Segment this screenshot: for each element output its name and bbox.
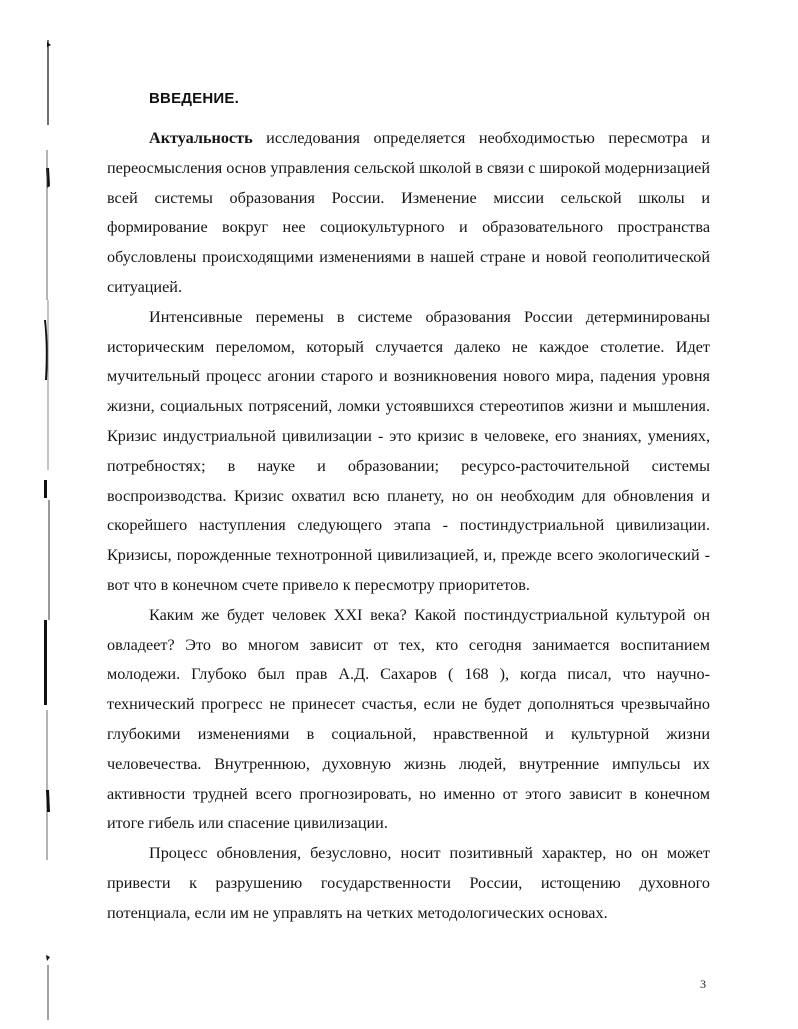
paragraph-4 (107, 839, 710, 928)
paragraph-2-text: Интенсивные перемены в системе образования России детерминированы историческим переломом, который случается далеко не каждое столетие. Идет мучительный процесс агонии старого и возникновения нового мира, падения уровня жизни, социальных потрясений, ломки устоявшихся стереотипов жизни и мышления. Кризис индустриальной цивилизации - это кризис в человеке, его знаниях, умениях, потребностях; в науке и образовании; ресурсо-расточительной системы воспроизводства. Кризис охватил всю планету, но он необходим для обновления и скорейшего наступления следующего этапа - постиндустриальной цивилизации. Кризисы, порожденные технотронной цивилизацией, и, прежде всего экологический - вот что в конечном счете привело к пересмотру приоритетов. (107, 307, 710, 594)
scan-edge-artifacts (38, 0, 62, 1029)
page-number: 3 (700, 977, 706, 991)
paragraph-1 (107, 124, 710, 303)
paragraph-1-lead: Актуальность (149, 129, 253, 147)
body-text (107, 124, 710, 929)
section-heading: ВВЕДЕНИЕ. (149, 90, 239, 107)
paragraph-3 (107, 601, 710, 839)
paragraph-3-text: Каким же будет человек XXI века? Какой постиндустриальной культурой он овладеет? Это во многом зависит от тех, кто сегодня занимается воспитанием молодежи. Глубоко был прав А.Д. Сахаров ( 168 ), когда писал, что научно-технический прогресс не принесет счастья, если не будет дополняться чрезвычайно глубокими изменениями в социальной, нравственной и культурной жизни человечества. Внутреннюю, духовную жизнь людей, внутренние импульсы их активности трудней всего прогнозировать, но именно от этого зависит в конечном итоге гибель или спасение цивилизации. (107, 605, 710, 833)
paragraph-2 (107, 303, 710, 601)
paragraph-4-text: Процесс обновления, безусловно, носит позитивный характер, но он может привести к разрушению государственности России, истощению духовного потенциала, если им не управлять на четких методологических основах. (107, 844, 710, 922)
paragraph-1-text: исследования определяется необходимостью пересмотра и переосмысления основ управления сельской школой в связи с широкой модернизацией всей системы образования России. Изменение миссии сельской школы и формирование вокруг нее социокультурного и образовательного пространства обусловлены происходящими изменениями в нашей стране и новой геополитической ситуацией. (107, 129, 710, 296)
